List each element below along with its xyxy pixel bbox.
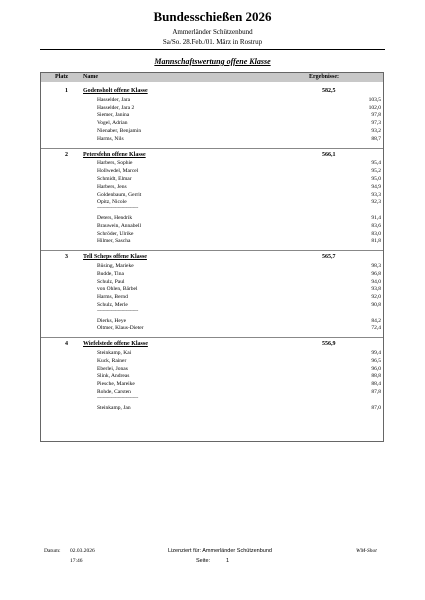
footer-software: WM-Shot bbox=[356, 548, 377, 554]
team-name: Tell Scheps offene Klasse bbox=[83, 254, 147, 261]
team-divider bbox=[41, 250, 383, 251]
column-name: Name bbox=[83, 74, 98, 80]
member-score: 103,5 bbox=[368, 96, 381, 103]
member-score: 97,8 bbox=[371, 112, 381, 119]
team-place: 1 bbox=[65, 88, 68, 94]
team-place: 3 bbox=[65, 254, 68, 261]
member-name: Schulz, Merle bbox=[97, 302, 128, 308]
reserve-separator: ------------------------------ bbox=[97, 395, 138, 401]
member-score: 88,7 bbox=[371, 135, 381, 142]
member-name: Goldenbaum, Gerrit bbox=[97, 191, 142, 198]
member-name: Opitz, Nicole bbox=[97, 199, 127, 206]
member-score: 90,8 bbox=[371, 302, 381, 308]
team-divider bbox=[41, 337, 383, 338]
member-score: 93,3 bbox=[371, 191, 381, 198]
member-name: Harbers, Sophie bbox=[97, 160, 133, 167]
member-name: Eberlei, Jonas bbox=[97, 365, 128, 372]
member-score: 94,9 bbox=[371, 183, 381, 190]
team-total: 556,9 bbox=[322, 341, 336, 348]
reserve-name: Schröder, Ulrike bbox=[97, 230, 134, 237]
member-score: 93,8 bbox=[371, 286, 381, 293]
member-score: 95,4 bbox=[371, 160, 381, 167]
header-rule bbox=[40, 49, 385, 50]
reserve-score: 84,2 bbox=[371, 317, 381, 324]
member-name: Kuck, Rainer bbox=[97, 357, 127, 364]
reserve-score: 91,4 bbox=[371, 215, 381, 221]
footer-time: 17:46 bbox=[70, 558, 83, 564]
footer-date-label: Datum: bbox=[44, 548, 61, 554]
section-title: Mannschaftswertung offene Klasse bbox=[154, 57, 271, 66]
member-name: Harbers, Jens bbox=[97, 183, 127, 190]
team-divider bbox=[41, 148, 383, 149]
member-score: 92,0 bbox=[371, 294, 381, 301]
footer-date: 02.03.2026 bbox=[70, 548, 95, 554]
event-info: Sa/So. 28.Feb./01. März in Rostrup bbox=[162, 38, 263, 46]
reserve-name: Hilmer, Sascha bbox=[97, 238, 131, 245]
member-name: Hasselder, Jara bbox=[97, 96, 131, 103]
footer-license: Lizenziert für: Ammerländer Schützenbund bbox=[168, 548, 272, 554]
member-name: Harms, Bernd bbox=[97, 294, 128, 301]
member-score: 96,0 bbox=[371, 365, 381, 372]
member-name: Budde, Tina bbox=[97, 270, 124, 277]
reserve-score: 72,4 bbox=[371, 325, 381, 332]
member-score: 88,8 bbox=[371, 373, 381, 380]
member-name: Schulz, Paul bbox=[97, 278, 125, 285]
team-place: 4 bbox=[65, 341, 68, 348]
member-score: 99,4 bbox=[371, 350, 381, 356]
member-score: 98,3 bbox=[371, 263, 381, 269]
member-score: 93,2 bbox=[371, 128, 381, 134]
member-name: Hollwedel, Marcel bbox=[97, 168, 139, 175]
member-score: 97,3 bbox=[371, 120, 381, 127]
member-score: 87,8 bbox=[371, 389, 381, 395]
member-score: 88,4 bbox=[371, 381, 381, 388]
member-score: 102,0 bbox=[368, 104, 381, 111]
reserve-score: 83,0 bbox=[371, 230, 381, 237]
member-name: Steinkamp, Kai bbox=[97, 350, 132, 356]
member-score: 95,2 bbox=[371, 168, 381, 175]
member-name: Vogel, Adrian bbox=[97, 120, 128, 127]
team-name: Petersfehn offene Klasse bbox=[83, 151, 146, 158]
column-result: Ergebnisse: bbox=[309, 74, 339, 80]
reserve-separator: ------------------------------ bbox=[97, 308, 138, 314]
organizer-name: Ammerländer Schützenbund bbox=[172, 28, 253, 36]
reserve-separator: ------------------------------ bbox=[97, 206, 138, 212]
member-name: Slink, Andreas bbox=[97, 373, 130, 380]
reserve-name: Deters, Hendrik bbox=[97, 215, 133, 221]
team-place: 2 bbox=[65, 151, 68, 158]
member-name: Büsing, Marieke bbox=[97, 263, 134, 269]
team-name: Wiefelstede offene Klasse bbox=[83, 341, 148, 348]
team-total: 582,5 bbox=[322, 88, 336, 94]
member-score: 92,3 bbox=[371, 199, 381, 206]
member-score: 94,0 bbox=[371, 278, 381, 285]
member-score: 96,8 bbox=[371, 270, 381, 277]
column-header-row bbox=[41, 73, 383, 82]
footer-page-label: Seite: bbox=[196, 558, 211, 564]
member-name: Nienaber, Benjamin bbox=[97, 128, 142, 134]
reserve-name: Steinkamp, Jan bbox=[97, 404, 131, 411]
team-total: 565,7 bbox=[322, 254, 336, 261]
member-name: Schmidt, Elmar bbox=[97, 176, 132, 182]
reserve-score: 83,6 bbox=[371, 222, 381, 229]
results-table bbox=[40, 72, 384, 442]
reserve-score: 81,8 bbox=[371, 238, 381, 245]
column-place: Platz bbox=[55, 74, 68, 80]
member-name: Piesche, Mareike bbox=[97, 381, 135, 388]
member-name: Hasselder, Jara 2 bbox=[97, 104, 135, 111]
footer-page-number: 1 bbox=[226, 558, 230, 564]
member-score: 95,0 bbox=[371, 176, 381, 182]
member-name: von Ohlen, Bärbel bbox=[97, 286, 138, 293]
reserve-score: 87,0 bbox=[371, 404, 381, 411]
member-name: Rohde, Carsten bbox=[97, 389, 131, 395]
team-total: 566,1 bbox=[322, 151, 336, 158]
member-name: Harms, Nils bbox=[97, 135, 124, 142]
member-name: Siemer, Janina bbox=[97, 112, 130, 119]
reserve-name: Brauwein, Annabell bbox=[97, 222, 141, 229]
document-title: Bundesschießen 2026 bbox=[153, 9, 272, 24]
member-score: 96,5 bbox=[371, 357, 381, 364]
reserve-name: Oltmer, Klaus-Dieter bbox=[97, 325, 144, 332]
team-name: Godensholt offene Klasse bbox=[83, 88, 148, 94]
reserve-name: Dierks, Heye bbox=[97, 317, 127, 324]
